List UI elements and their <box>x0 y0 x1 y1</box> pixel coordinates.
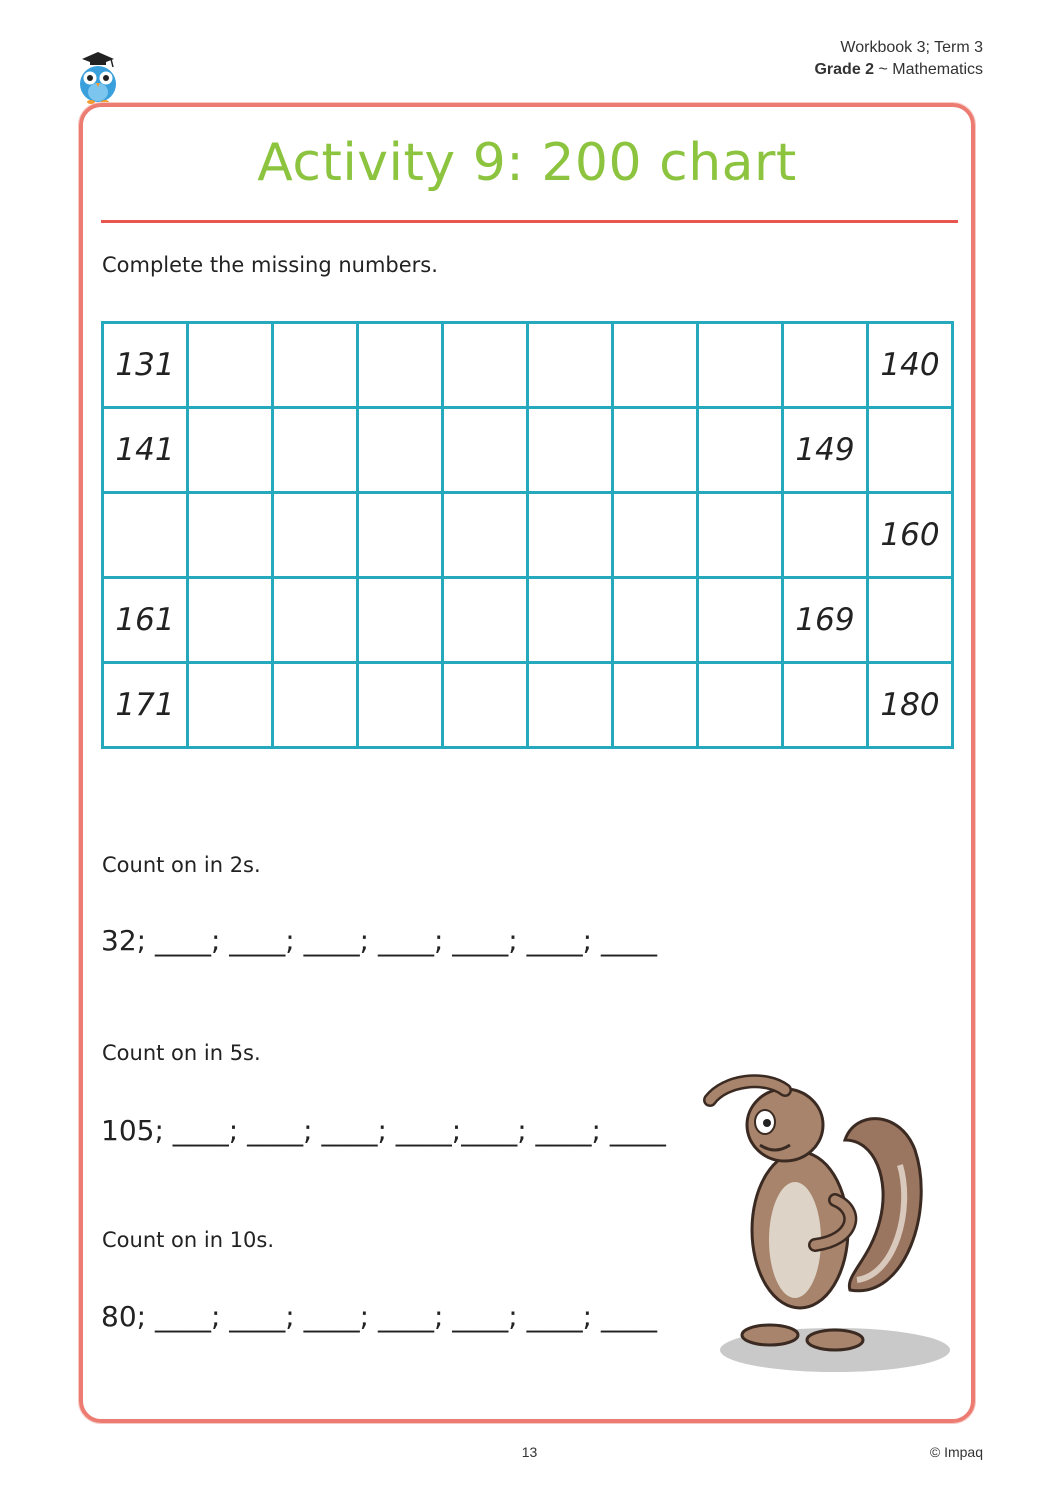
chart-cell-blank[interactable] <box>613 408 698 493</box>
chart-cell-blank[interactable] <box>528 493 613 578</box>
chart-cell-blank[interactable] <box>358 408 443 493</box>
chart-cell-blank[interactable] <box>273 663 358 748</box>
chart-cell-filled: 169 <box>783 578 868 663</box>
chart-cell-filled: 160 <box>868 493 953 578</box>
chart-cell-blank[interactable] <box>188 493 273 578</box>
chart-cell-blank[interactable] <box>273 493 358 578</box>
chart-cell-blank[interactable] <box>103 493 188 578</box>
chart-cell-blank[interactable] <box>528 578 613 663</box>
chart-cell-blank[interactable] <box>528 323 613 408</box>
header-meta <box>814 37 983 81</box>
chart-cell-blank[interactable] <box>358 663 443 748</box>
chart-cell-blank[interactable] <box>358 323 443 408</box>
chart-cell-filled: 131 <box>103 323 188 408</box>
chart-cell-blank[interactable] <box>868 578 953 663</box>
chart-cell-blank[interactable] <box>613 493 698 578</box>
chart-cell-blank[interactable] <box>698 323 783 408</box>
chart-cell-blank[interactable] <box>188 663 273 748</box>
chart-cell-blank[interactable] <box>528 408 613 493</box>
count-10-prompt: Count on in 10s. <box>102 1228 275 1252</box>
chart-cell-filled: 141 <box>103 408 188 493</box>
count-10-sequence[interactable]: 80; ____; ____; ____; ____; ____; ____; ____ <box>101 1300 657 1333</box>
grade-label: Grade 2 <box>814 61 875 78</box>
page-number: 13 <box>521 1444 538 1460</box>
chart-row <box>103 408 953 493</box>
chart-cell-blank[interactable] <box>273 323 358 408</box>
chart-cell-blank[interactable] <box>698 663 783 748</box>
chart-cell-filled: 140 <box>868 323 953 408</box>
chart-cell-blank[interactable] <box>188 408 273 493</box>
grade-subject-line <box>814 59 983 81</box>
chart-row <box>103 493 953 578</box>
header-separator: ~ <box>874 61 893 78</box>
chart-row <box>103 323 953 408</box>
count-5-prompt: Count on in 5s. <box>102 1041 261 1065</box>
chart-row <box>103 578 953 663</box>
chart-cell-blank[interactable] <box>443 323 528 408</box>
squirrel-illustration <box>685 1060 955 1380</box>
chart-cell-filled: 161 <box>103 578 188 663</box>
workbook-label: Workbook 3; Term 3 <box>840 39 983 56</box>
chart-cell-blank[interactable] <box>188 323 273 408</box>
count-2-prompt: Count on in 2s. <box>102 853 261 877</box>
copyright-notice: © Impaq <box>929 1444 983 1460</box>
chart-cell-blank[interactable] <box>273 408 358 493</box>
owl-logo-icon <box>74 50 122 104</box>
chart-row <box>103 663 953 748</box>
chart-cell-blank[interactable] <box>613 323 698 408</box>
chart-cell-blank[interactable] <box>783 493 868 578</box>
chart-cell-blank[interactable] <box>783 663 868 748</box>
chart-cell-blank[interactable] <box>613 663 698 748</box>
chart-cell-blank[interactable] <box>698 493 783 578</box>
chart-cell-blank[interactable] <box>443 578 528 663</box>
subject-label: Mathematics <box>892 61 983 78</box>
chart-cell-filled: 180 <box>868 663 953 748</box>
chart-cell-filled: 171 <box>103 663 188 748</box>
chart-cell-blank[interactable] <box>443 408 528 493</box>
number-chart <box>101 321 954 749</box>
title-divider <box>101 220 958 223</box>
chart-cell-blank[interactable] <box>358 493 443 578</box>
chart-cell-filled: 149 <box>783 408 868 493</box>
chart-cell-blank[interactable] <box>443 493 528 578</box>
chart-cell-blank[interactable] <box>613 578 698 663</box>
chart-cell-blank[interactable] <box>443 663 528 748</box>
activity-title: Activity 9: 200 chart <box>257 133 797 193</box>
chart-cell-blank[interactable] <box>188 578 273 663</box>
chart-cell-blank[interactable] <box>783 323 868 408</box>
chart-cell-blank[interactable] <box>868 408 953 493</box>
instruction-text: Complete the missing numbers. <box>102 253 438 277</box>
chart-cell-blank[interactable] <box>698 578 783 663</box>
chart-cell-blank[interactable] <box>528 663 613 748</box>
count-2-sequence[interactable]: 32; ____; ____; ____; ____; ____; ____; ____ <box>101 924 657 957</box>
count-5-sequence[interactable]: 105; ____; ____; ____; ____;____; ____; ____ <box>101 1114 666 1147</box>
chart-cell-blank[interactable] <box>698 408 783 493</box>
chart-cell-blank[interactable] <box>273 578 358 663</box>
chart-cell-blank[interactable] <box>358 578 443 663</box>
